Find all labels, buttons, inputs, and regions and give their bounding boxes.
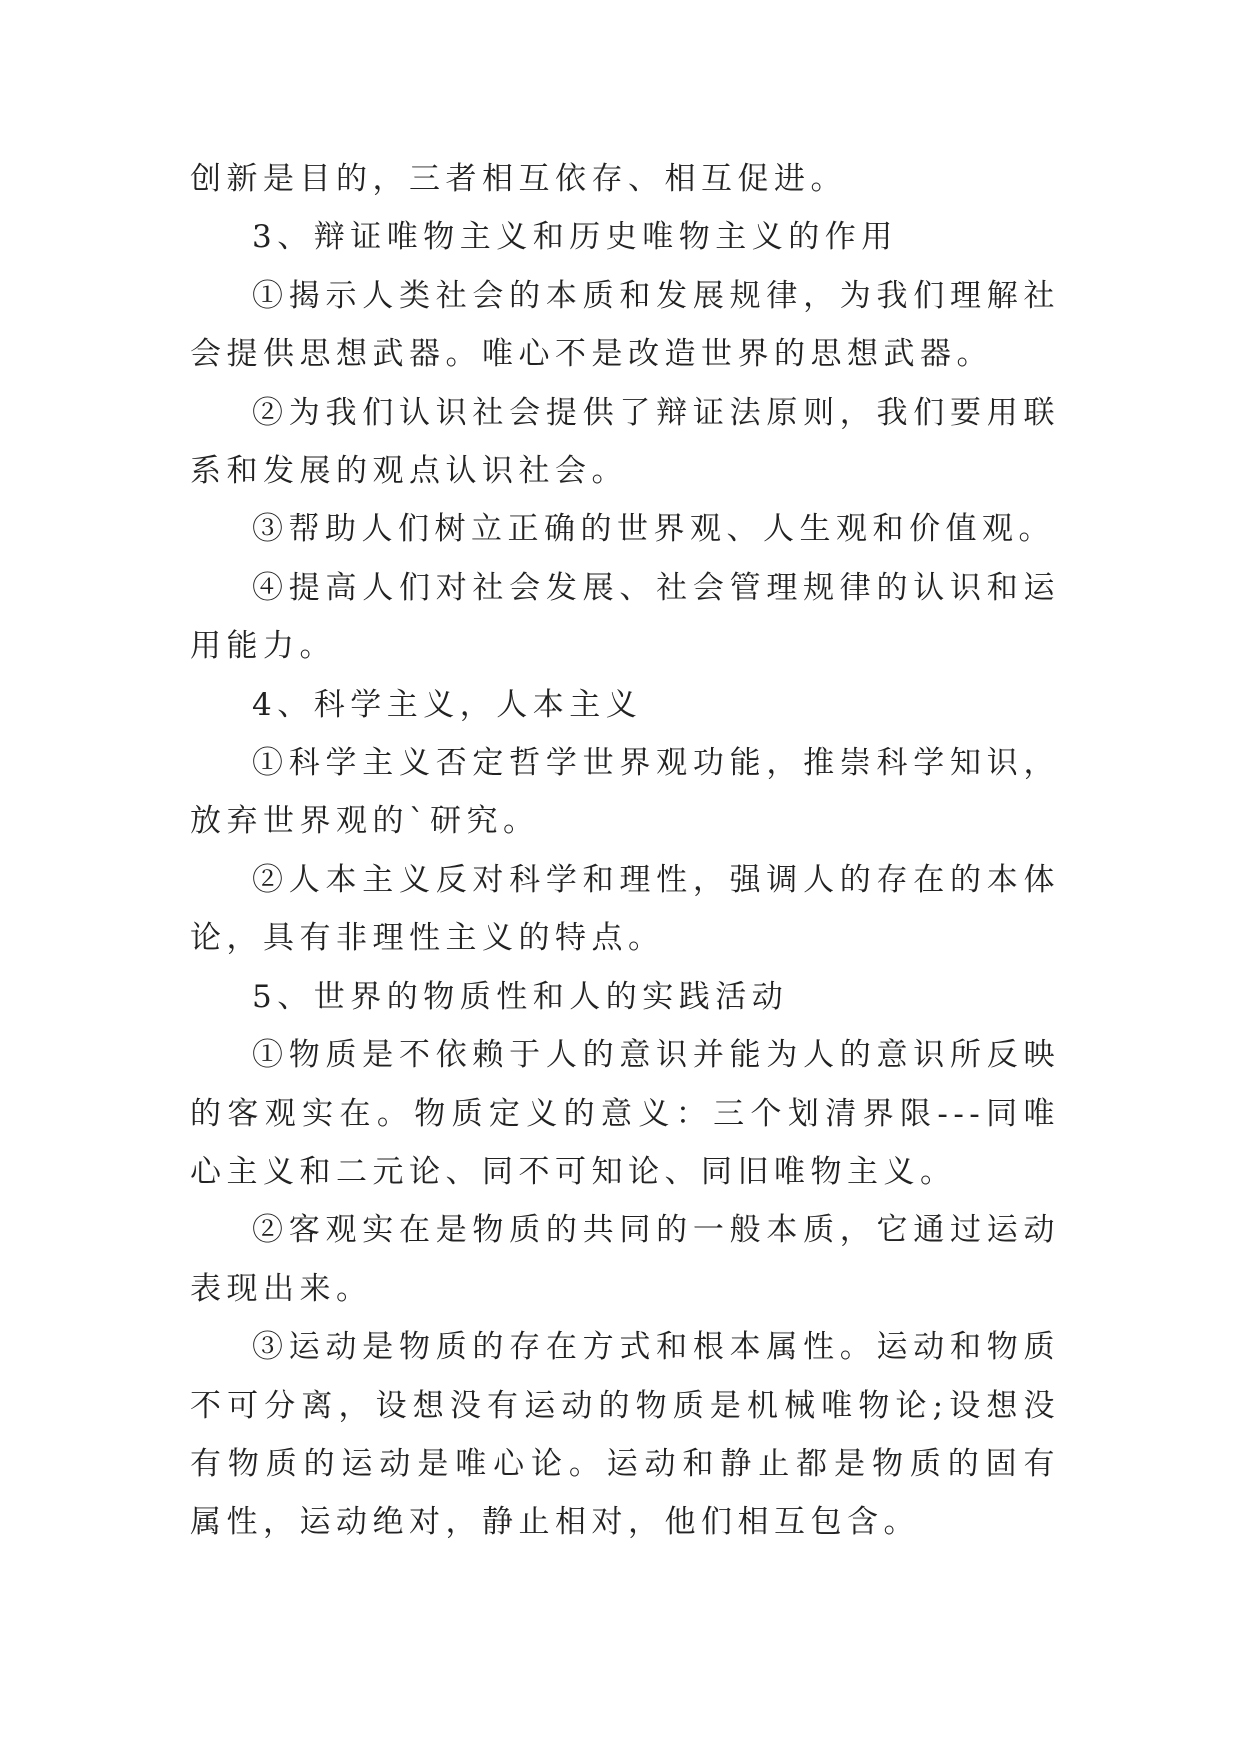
paragraph-item: ①揭示人类社会的本质和发展规律，为我们理解社会提供思想武器。唯心不是改造世界的思想武器。: [190, 277, 1060, 373]
paragraph-item: ②为我们认识社会提供了辩证法原则，我们要用联系和发展的观点认识社会。: [190, 394, 1060, 490]
paragraph-item: ④提高人们对社会发展、社会管理规律的认识和运用能力。: [190, 569, 1060, 665]
section-heading-4: 4、科学主义，人本主义: [252, 686, 643, 723]
paragraph-item: ①科学主义否定哲学世界观功能，推崇科学知识，放弃世界观的`研究。: [190, 745, 1060, 840]
section-heading-3: 3、辩证唯物主义和历史唯物主义的作用: [252, 219, 898, 256]
document-page: [190, 150, 1060, 1552]
section-heading-5: 5、世界的物质性和人的实践活动: [252, 978, 789, 1015]
paragraph-item: ①物质是不依赖于人的意识并能为人的意识所反映的客观实在。物质定义的意义：三个划清界限---同唯心主义和二元论、同不可知论、同旧唯物主义。: [190, 1037, 1060, 1190]
paragraph-item: ③运动是物质的存在方式和根本属性。运动和物质不可分离，设想没有运动的物质是机械唯物论;设想没有物质的运动是唯心论。运动和静止都是物质的固有属性，运动绝对，静止相对，他们相互包含。: [190, 1329, 1060, 1541]
paragraph-item: ③帮助人们树立正确的世界观、人生观和价值观。: [252, 511, 1055, 548]
paragraph-item: ②人本主义反对科学和理性，强调人的存在的本体论，具有非理性主义的特点。: [190, 861, 1060, 957]
paragraph-item: ②客观实在是物质的共同的一般本质，它通过运动表现出来。: [190, 1212, 1060, 1307]
paragraph-continuation: 创新是目的，三者相互依存、相互促进。: [190, 161, 847, 197]
